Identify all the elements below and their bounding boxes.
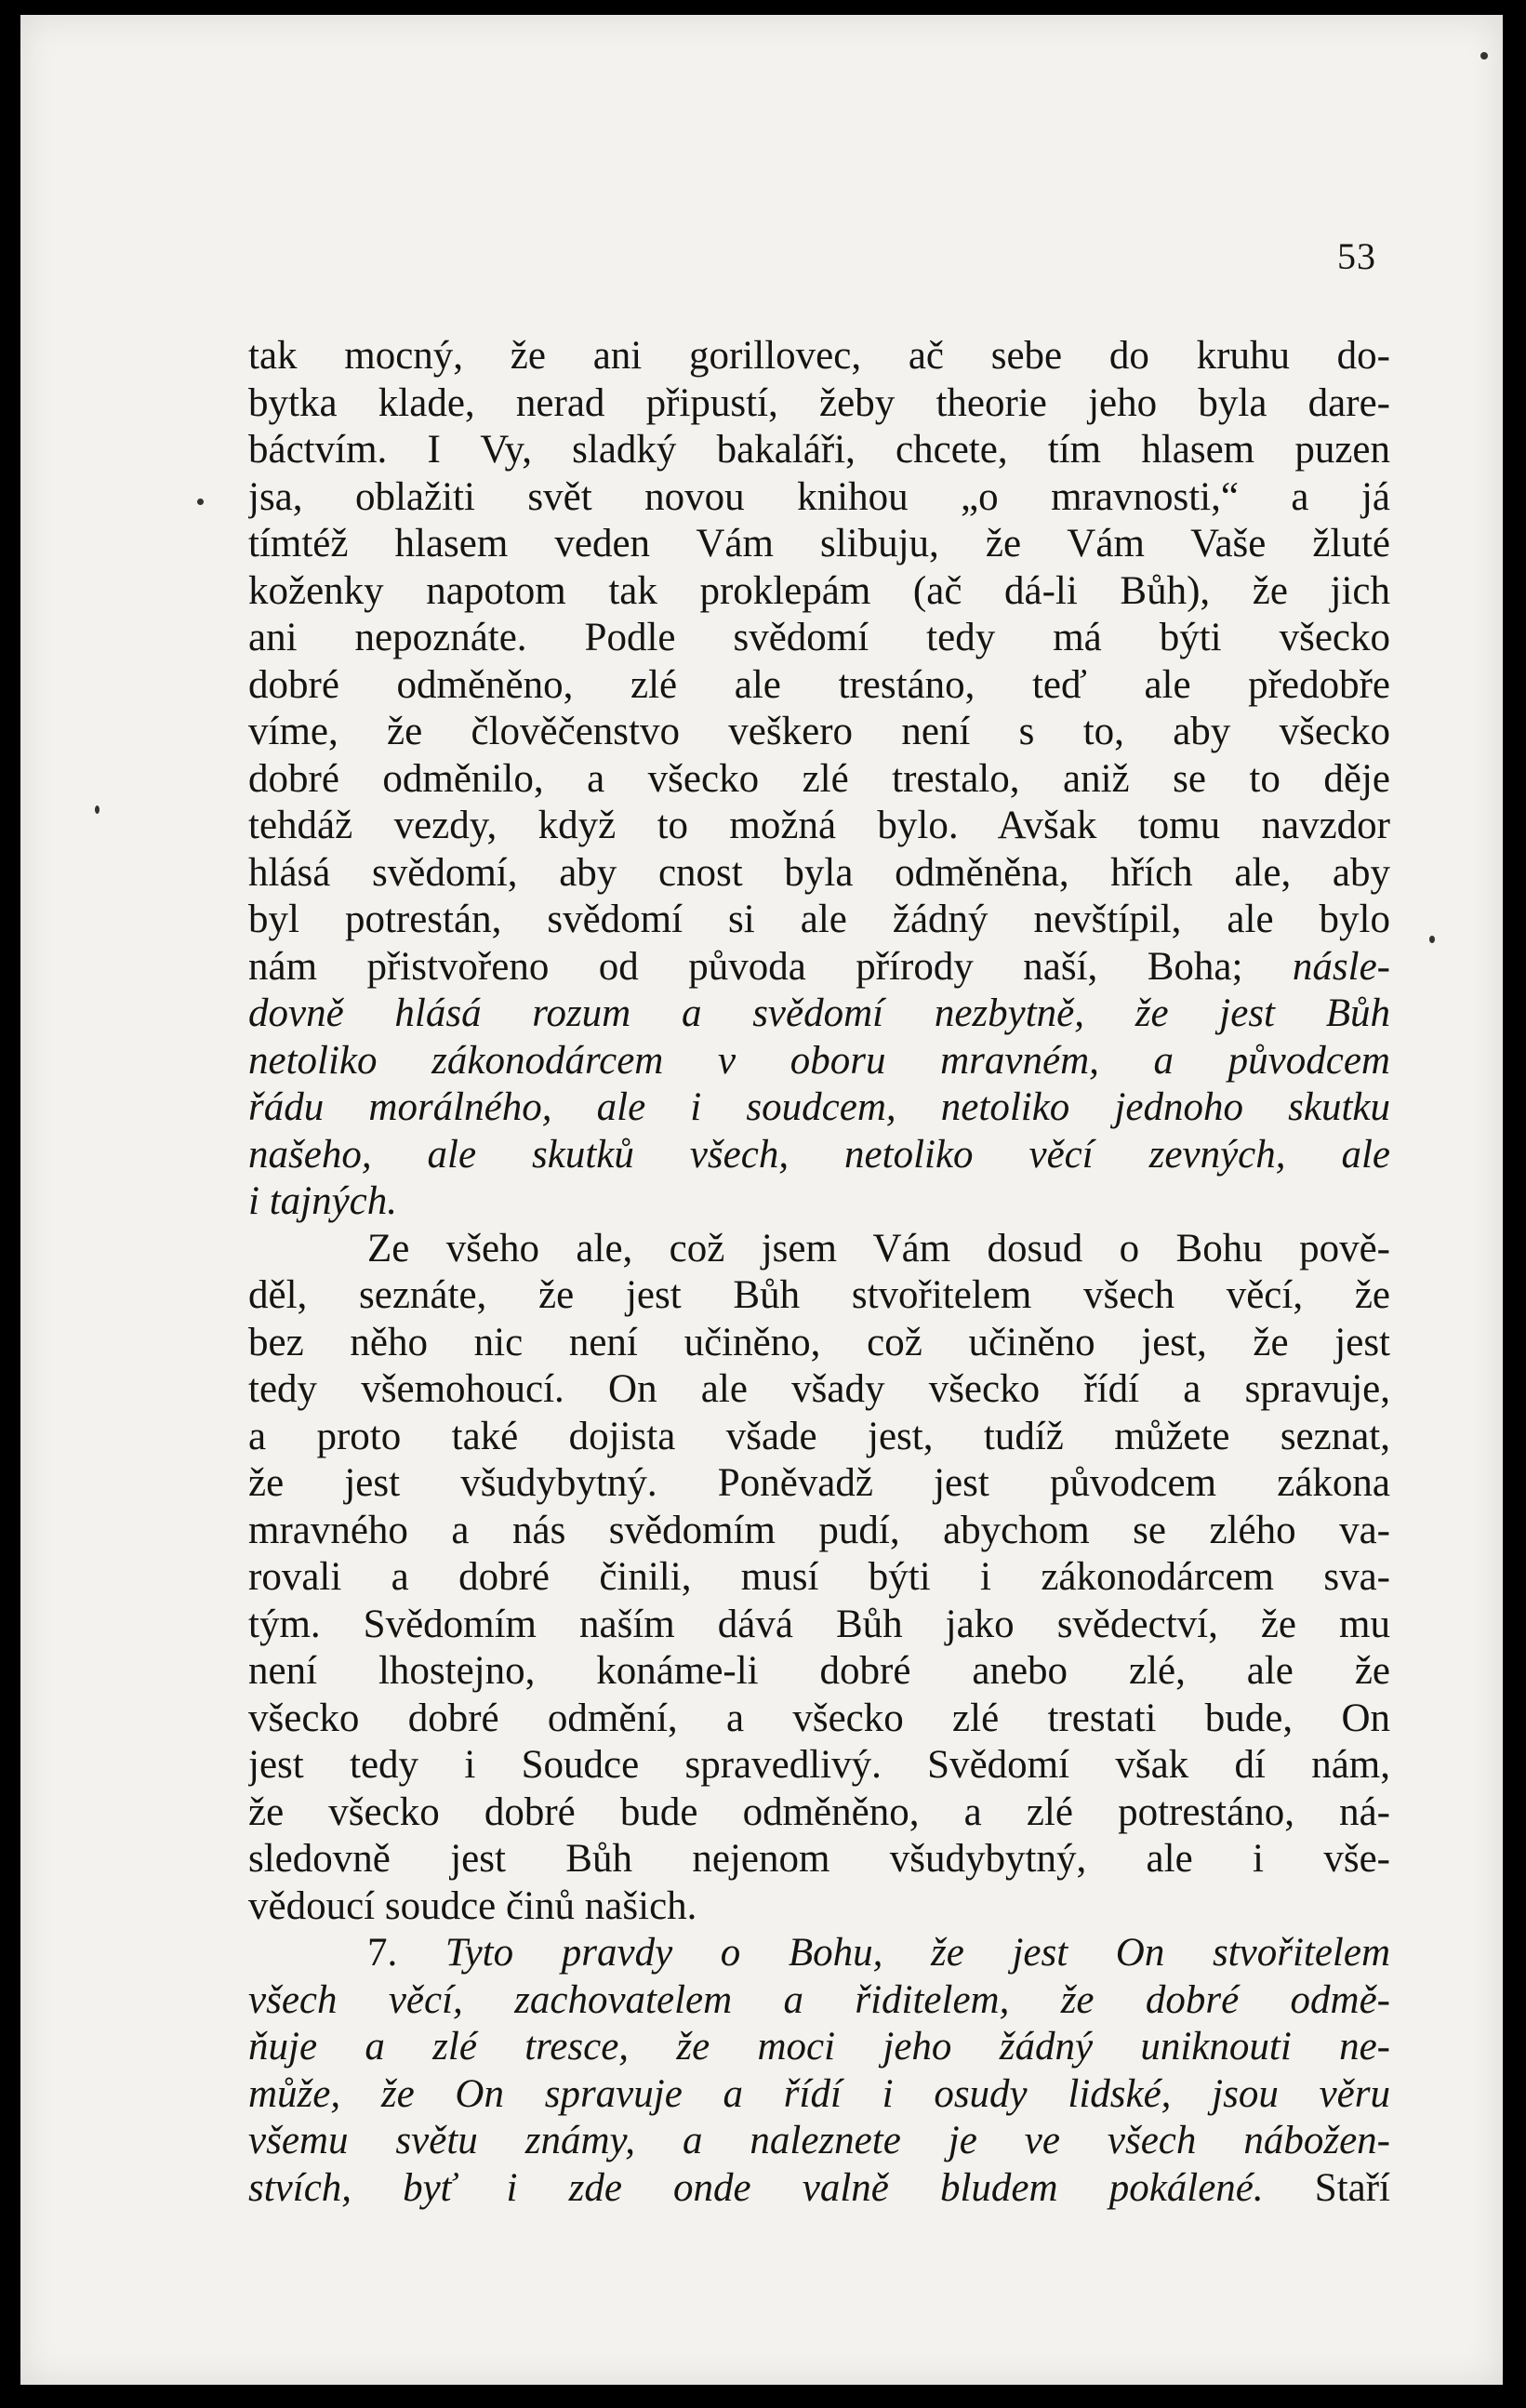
paper-speck bbox=[1429, 936, 1435, 943]
text-segment: že jest všudybytný. Poněvadž jest původcem zákona bbox=[248, 1461, 1390, 1505]
text-line bbox=[248, 1038, 1390, 1085]
text-line bbox=[248, 1272, 1390, 1320]
text-line bbox=[248, 1977, 1390, 2025]
text-segment: tedy všemohoucí. On ale všady všecko řídí a spravuje, bbox=[248, 1367, 1390, 1411]
text-line bbox=[248, 1508, 1390, 1555]
text-line bbox=[248, 1226, 1390, 1273]
text-line bbox=[248, 427, 1390, 474]
text-segment: sledovně jest Bůh nejenom všudybytný, ale i vše- bbox=[248, 1837, 1390, 1881]
text-line bbox=[248, 897, 1390, 944]
text-segment: dobré odměnilo, a všecko zlé trestalo, aniž se to děje bbox=[248, 756, 1390, 801]
text-line bbox=[248, 1178, 1390, 1226]
paper-speck bbox=[95, 805, 100, 814]
text-line bbox=[248, 709, 1390, 756]
text-segment: 7. bbox=[367, 1931, 445, 1975]
text-line bbox=[248, 568, 1390, 616]
text-line bbox=[248, 1366, 1390, 1414]
body-text bbox=[248, 333, 1390, 2212]
text-line bbox=[248, 1930, 1390, 1977]
text-line bbox=[248, 1554, 1390, 1602]
text-segment: hlásá svědomí, aby cnost byla odměněna, hřích ale, aby bbox=[248, 850, 1390, 895]
text-line bbox=[248, 2024, 1390, 2071]
text-line bbox=[248, 1132, 1390, 1179]
text-line bbox=[248, 803, 1390, 850]
text-line bbox=[248, 333, 1390, 380]
text-line bbox=[248, 380, 1390, 428]
text-line bbox=[248, 521, 1390, 568]
text-segment: a proto také dojista všade jest, tudíž můžete seznat, bbox=[248, 1414, 1390, 1458]
text-segment: Staří bbox=[1263, 2165, 1390, 2210]
paper-speck bbox=[197, 499, 204, 505]
text-segment: tak mocný, že ani gorillovec, ač sebe do kruhu do- bbox=[248, 334, 1390, 378]
text-line bbox=[248, 1320, 1390, 1367]
text-segment: tehdáž vezdy, když to možná bylo. Avšak tomu navzdor bbox=[248, 804, 1390, 847]
text-segment: děl, seznáte, že jest Bůh stvořitelem všech věcí, že bbox=[248, 1273, 1390, 1317]
text-segment: mravného a nás svědomím pudí, abychom se zlého va- bbox=[248, 1508, 1390, 1552]
text-segment: že všecko dobré bude odměněno, a zlé potrestáno, ná- bbox=[248, 1789, 1390, 1834]
text-line bbox=[248, 474, 1390, 522]
italic-text: Tyto pravdy o Bohu, že jest On stvořitelem bbox=[445, 1931, 1390, 1975]
text-segment: nám přistvořeno od původa přírody naší, Boha; bbox=[248, 944, 1293, 989]
text-segment: báctvím. I Vy, sladký bakaláři, chcete, tím hlasem puzen bbox=[248, 428, 1390, 472]
text-segment: koženky napotom tak proklepám (ač dá-li Bůh), že jich bbox=[248, 568, 1390, 613]
italic-text: všemu světu známy, a naleznete je ve všech nábožen- bbox=[248, 2119, 1390, 2162]
text-line bbox=[248, 756, 1390, 804]
italic-text: násle- bbox=[1292, 944, 1390, 989]
text-line bbox=[248, 1696, 1390, 1743]
text-line bbox=[248, 944, 1390, 991]
italic-text: řádu morálného, ale i soudcem, netoliko jednoho skutku bbox=[248, 1085, 1390, 1129]
text-line bbox=[248, 1648, 1390, 1696]
text-segment: všecko dobré odmění, a všecko zlé trestati bude, On bbox=[248, 1696, 1390, 1740]
italic-text: dovně hlásá rozum a svědomí nezbytně, že jest Bůh bbox=[248, 991, 1390, 1035]
italic-text: stvích, byť i zde onde valně bludem pokálené. bbox=[248, 2165, 1264, 2210]
text-segment: byl potrestán, svědomí si ale žádný nevštípil, ale bylo bbox=[248, 898, 1390, 941]
italic-text: našeho, ale skutků všech, netoliko věcí zevných, ale bbox=[248, 1132, 1390, 1177]
text-segment: Ze všeho ale, což jsem Vám dosud o Bohu pově- bbox=[367, 1226, 1390, 1271]
text-line bbox=[248, 615, 1390, 662]
text-line bbox=[248, 1602, 1390, 1649]
page-number: 53 bbox=[1337, 235, 1376, 277]
paper-speck bbox=[1480, 52, 1488, 60]
text-line bbox=[248, 1789, 1390, 1837]
book-page bbox=[20, 15, 1503, 2385]
text-segment: bytka klade, nerad připustí, žeby theorie jeho byla dare- bbox=[248, 380, 1390, 425]
italic-text: může, že On spravuje a řídí i osudy lidské, jsou věru bbox=[248, 2071, 1390, 2116]
italic-text: všech věcí, zachovatelem a řiditelem, že dobré odmě- bbox=[248, 1977, 1390, 2022]
text-line bbox=[248, 2071, 1390, 2119]
text-line bbox=[248, 991, 1390, 1038]
text-segment: tímtéž hlasem veden Vám slibuju, že Vám Vaše žluté bbox=[248, 522, 1390, 565]
text-line bbox=[248, 850, 1390, 898]
text-segment: rovali a dobré činili, musí býti i zákonodárcem sva- bbox=[248, 1555, 1390, 1599]
text-line bbox=[248, 2165, 1390, 2213]
text-segment: není lhostejno, konáme-li dobré anebo zlé, ale že bbox=[248, 1649, 1390, 1693]
text-line bbox=[248, 1742, 1390, 1789]
text-line bbox=[248, 1883, 1390, 1931]
italic-text: i tajných. bbox=[248, 1179, 398, 1223]
italic-text: netoliko zákonodárcem v oboru mravném, a původcem bbox=[248, 1038, 1390, 1083]
text-segment: víme, že člověčenstvo veškero není s to, aby všecko bbox=[248, 710, 1390, 753]
text-segment: vědoucí soudce činů našich. bbox=[248, 1883, 697, 1928]
text-line bbox=[248, 1414, 1390, 1461]
text-line bbox=[248, 662, 1390, 710]
text-segment: jsa, oblažiti svět novou knihou „o mravnosti,“ a já bbox=[248, 474, 1390, 519]
text-line bbox=[248, 1084, 1390, 1132]
text-segment: tým. Svědomím naším dává Bůh jako svědectví, že mu bbox=[248, 1602, 1390, 1646]
text-segment: bez něho nic není učiněno, což učiněno jest, že jest bbox=[248, 1320, 1390, 1364]
text-line bbox=[248, 1836, 1390, 1883]
text-segment: ani nepoznáte. Podle svědomí tedy má býti všecko bbox=[248, 616, 1390, 659]
text-line bbox=[248, 2118, 1390, 2165]
text-segment: jest tedy i Soudce spravedlivý. Svědomí však dí nám, bbox=[248, 1743, 1390, 1787]
italic-text: ňuje a zlé tresce, že moci jeho žádný uniknouti ne- bbox=[248, 2025, 1390, 2069]
text-line bbox=[248, 1460, 1390, 1508]
text-segment: dobré odměněno, zlé ale trestáno, teď ale předobře bbox=[248, 662, 1390, 707]
